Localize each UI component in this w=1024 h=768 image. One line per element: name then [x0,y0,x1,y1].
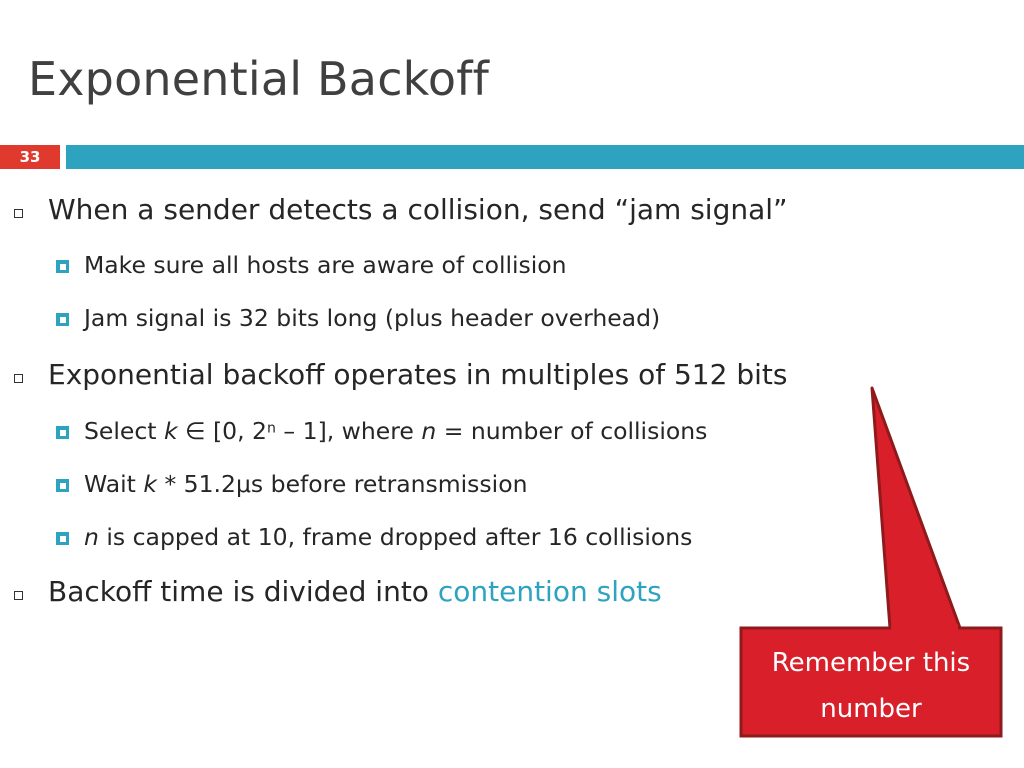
exponent-n: n [267,420,276,437]
text-segment: = number of collisions [436,417,708,445]
highlight-contention-slots: contention slots [437,575,662,608]
variable-n: n [421,417,437,445]
callout-line-1: Remember this [771,648,971,678]
callout-text [744,640,998,732]
text-segment: * 51.2μs before retransmission [156,470,528,498]
slide-number: 33 [0,145,60,169]
callout-line-2: number [820,694,922,724]
text-segment: Wait [84,470,144,498]
variable-k: k [163,417,178,445]
variable-n: n [84,523,99,551]
bullet-backoff-multiples: Exponential backoff operates in multiples of 512 bits [48,358,788,391]
slide-title: Exponential Backoff [28,52,490,106]
text-segment: Backoff time is divided into [48,575,438,608]
text-segment: Select [84,417,164,445]
callout-seam-cover [891,624,958,632]
sub-bullet-jam-length: Jam signal is 32 bits long (plus header overhead) [84,304,661,332]
bullet-jam-signal: When a sender detects a collision, send “jam signal” [48,193,788,226]
text-segment: is capped at 10, frame dropped after 16 collisions [98,523,693,551]
callout-pointer [872,388,960,628]
sub-bullet-hosts-aware: Make sure all hosts are aware of collision [84,251,567,279]
variable-k: k [143,470,157,498]
text-segment: – 1], where [275,417,422,445]
text-segment: ∈ [0, 2 [177,417,267,445]
